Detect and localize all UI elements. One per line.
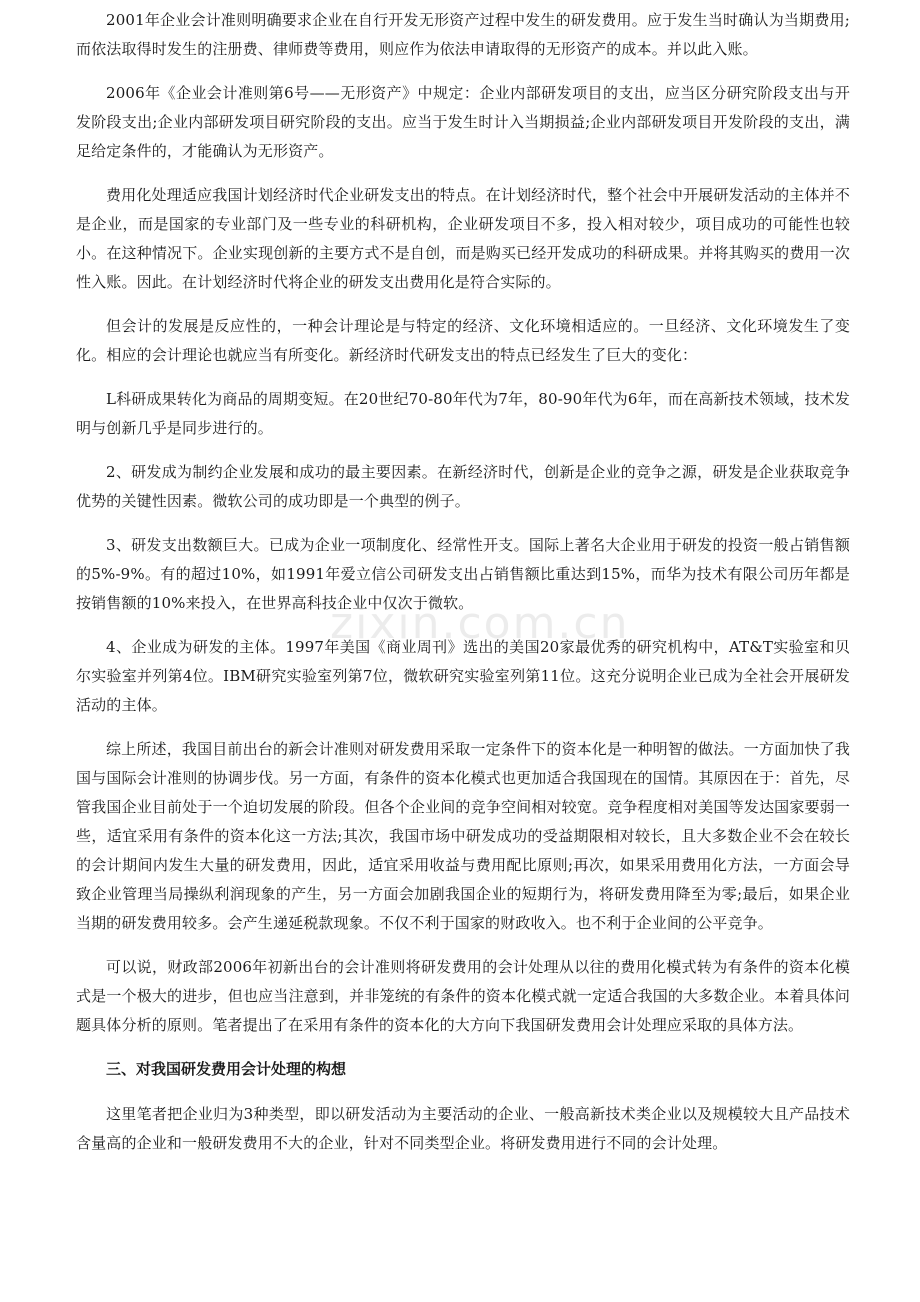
paragraph-summary: 综上所述，我国目前出台的新会计准则对研发费用采取一定条件下的资本化是一种明智的做法。一方面加快了我国与国际会计准则的协调步伐。另一方面，有条件的资本化模式也更加适合我国现在的国情。其原因在于：首先，尽管我国企业目前处于一个迫切发展的阶段。但各个企业间的竞争空间相对较宽。竞争程度相对美国等发达国家要弱一些，适宜采用有条件的资本化这一方法;其次，我国市场中研发成功的受益期限相对较长，且大多数企业不会在较长的会计期间内发生大量的研发费用，因此，适宜采用收益与费用配比原则;再次，如果采用费用化方法，一方面会导致企业管理当局操纵利润现象的产生，另一方面会加剧我国企业的短期行为，将研发费用降至为零;最后，如果企业当期的研发费用较多。会产生递延税款现象。不仅不利于国家的财政收入。也不利于企业间的公平竞争。 [76, 740, 850, 932]
paragraph-2001-standard: 2001年企业会计准则明确要求企业在自行开发无形资产过程中发生的研发费用。应于发生当时确认为当期费用;而依法取得时发生的注册费、律师费等费用，则应作为依法申请取得的无形资产的成本。并以此入账。 [76, 11, 850, 58]
watermark: zixin.com.cn [330, 598, 630, 649]
paragraph-conclusion: 可以说，财政部2006年初新出台的会计准则将研发费用的会计处理从以往的费用化模式转为有条件的资本化模式是一个极大的进步，但也应当注意到，并非笼统的有条件的资本化模式就一定适合我国的大多数企业。本着具体问题具体分析的原则。笔者提出了在采用有条件的资本化的大方向下我国研发费用会计处理应采取的具体方法。 [76, 958, 850, 1034]
list-item-2: 2、研发成为制约企业发展和成功的最主要因素。在新经济时代，创新是企业的竞争之源，研发是企业获取竞争优势的关键性因素。微软公司的成功即是一个典型的例子。 [76, 463, 850, 510]
paragraph-enterprise-types: 这里笔者把企业归为3种类型，即以研发活动为主要活动的企业、一般高新技术类企业以及规模较大且产品技术含量高的企业和一般研发费用不大的企业，针对不同类型企业。将研发费用进行不同的会计处理。 [76, 1105, 850, 1152]
section-heading: 三、对我国研发费用会计处理的构想 [106, 1060, 347, 1078]
paragraph-2006-standard: 2006年《企业会计准则第6号——无形资产》中规定：企业内部研发项目的支出，应当区分研究阶段支出与开发阶段支出;企业内部研发项目研究阶段的支出。应当于发生时计入当期损益;企业内部研发项目开发阶段的支出，满足给定条件的，才能确认为无形资产。 [76, 84, 850, 160]
paragraph-planned-economy: 费用化处理适应我国计划经济时代企业研发支出的特点。在计划经济时代，整个社会中开展研发活动的主体并不是企业，而是国家的专业部门及一些专业的科研机构，企业研发项目不多，投入相对较少，项目成功的可能性也较小。在这种情况下。企业实现创新的主要方式不是自创，而是购买已经开发成功的科研成果。并将其购买的费用一次性入账。因此。在计划经济时代将企业的研发支出费用化是符合实际的。 [76, 186, 850, 291]
paragraph-accounting-development: 但会计的发展是反应性的，一种会计理论是与特定的经济、文化环境相适应的。一旦经济、文化环境发生了变化。相应的会计理论也就应当有所变化。新经济时代研发支出的特点已经发生了巨大的变化： [76, 317, 850, 364]
list-item-4: 4、企业成为研发的主体。1997年美国《商业周刊》选出的美国20家最优秀的研究机构中，AT&T实验室和贝尔实验室并列第4位。IBM研究实验室列第7位，微软研究实验室列第11位。这充分说明企业已成为全社会开展研发活动的主体。 [76, 638, 850, 714]
list-item-1: L科研成果转化为商品的周期变短。在20世纪70-80年代为7年，80-90年代为6年，而在高新技术领域，技术发明与创新几乎是同步进行的。 [76, 390, 850, 437]
list-item-3: 3、研发支出数额巨大。已成为企业一项制度化、经常性开支。国际上著名大企业用于研发的投资一般占销售额的5%-9%。有的超过10%，如1991年爱立信公司研发支出占销售额比重达到15%，而华为技术有限公司历年都是按销售额的10%来投入，在世界高科技企业中仅次于微软。 [76, 536, 850, 612]
